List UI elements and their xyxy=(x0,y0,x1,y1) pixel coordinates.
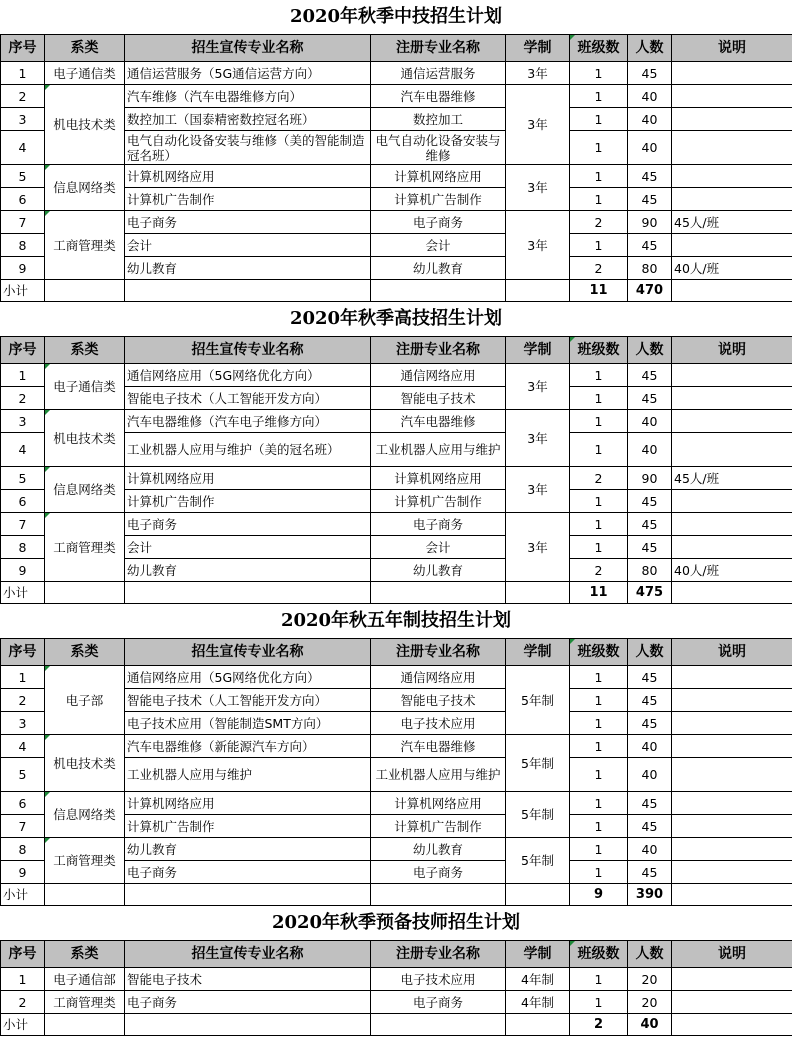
cell-dept: 工商管理类 xyxy=(45,513,125,582)
cell-promo-name: 通信运营服务（5G通信运营方向） xyxy=(125,62,371,85)
cell-people: 45 xyxy=(628,165,672,188)
cell-no: 3 xyxy=(1,712,45,735)
cell-note xyxy=(672,536,792,559)
cell-promo-name: 会计 xyxy=(125,536,371,559)
cell-promo-name: 计算机网络应用 xyxy=(125,467,371,490)
table-row xyxy=(1,165,792,188)
column-header: 序号 xyxy=(1,941,45,968)
empty-cell xyxy=(371,280,506,302)
plan-table xyxy=(0,940,792,1036)
cell-promo-name: 计算机广告制作 xyxy=(125,815,371,838)
cell-people: 45 xyxy=(628,490,672,513)
subtotal-label: 小计 xyxy=(1,582,45,604)
cell-classes: 1 xyxy=(570,433,628,467)
cell-note xyxy=(672,188,792,211)
cell-no: 7 xyxy=(1,211,45,234)
cell-note xyxy=(672,666,792,689)
cell-reg-name: 工业机器人应用与维护 xyxy=(371,433,506,467)
cell-promo-name: 电子商务 xyxy=(125,991,371,1014)
column-header: 系类 xyxy=(45,337,125,364)
cell-promo-name: 电子商务 xyxy=(125,513,371,536)
cell-duration: 3年 xyxy=(506,513,570,582)
cell-classes: 1 xyxy=(570,689,628,712)
cell-reg-name: 智能电子技术 xyxy=(371,387,506,410)
cell-no: 7 xyxy=(1,815,45,838)
section-title: 2020年秋季中技招生计划 xyxy=(289,6,503,27)
column-header: 招生宣传专业名称 xyxy=(125,639,371,666)
empty-cell xyxy=(45,1014,125,1036)
cell-promo-name: 电子技术应用（智能制造SMT方向） xyxy=(125,712,371,735)
subtotal-people: 470 xyxy=(628,280,672,302)
cell-people: 45 xyxy=(628,712,672,735)
empty-cell xyxy=(506,582,570,604)
cell-classes: 2 xyxy=(570,211,628,234)
cell-classes: 1 xyxy=(570,968,628,991)
cell-people: 40 xyxy=(628,131,672,165)
cell-people: 45 xyxy=(628,364,672,387)
cell-reg-name: 汽车电器维修 xyxy=(371,410,506,433)
cell-no: 9 xyxy=(1,257,45,280)
table-row xyxy=(1,666,792,689)
table-row xyxy=(1,792,792,815)
cell-duration: 3年 xyxy=(506,85,570,165)
cell-reg-name: 计算机广告制作 xyxy=(371,188,506,211)
cell-note xyxy=(672,792,792,815)
cell-note xyxy=(672,712,792,735)
cell-note xyxy=(672,108,792,131)
column-header: 人数 xyxy=(628,639,672,666)
cell-note xyxy=(672,490,792,513)
cell-no: 3 xyxy=(1,108,45,131)
table-row xyxy=(1,211,792,234)
cell-no: 1 xyxy=(1,968,45,991)
cell-classes: 2 xyxy=(570,257,628,280)
cell-classes: 1 xyxy=(570,513,628,536)
cell-promo-name: 计算机网络应用 xyxy=(125,165,371,188)
cell-no: 2 xyxy=(1,991,45,1014)
cell-people: 90 xyxy=(628,211,672,234)
column-header: 注册专业名称 xyxy=(371,35,506,62)
cell-no: 1 xyxy=(1,62,45,85)
column-header: 人数 xyxy=(628,941,672,968)
cell-dept: 工商管理类 xyxy=(45,211,125,280)
cell-reg-name: 幼儿教育 xyxy=(371,838,506,861)
empty-cell xyxy=(125,582,371,604)
cell-classes: 1 xyxy=(570,165,628,188)
empty-cell xyxy=(45,884,125,906)
cell-classes: 1 xyxy=(570,62,628,85)
plan-table xyxy=(0,336,792,604)
cell-promo-name: 电子商务 xyxy=(125,861,371,884)
subtotal-classes: 2 xyxy=(570,1014,628,1036)
cell-dept: 信息网络类 xyxy=(45,165,125,211)
cell-people: 80 xyxy=(628,257,672,280)
table-row xyxy=(1,62,792,85)
cell-note: 40人/班 xyxy=(672,559,792,582)
plan-table xyxy=(0,34,792,302)
cell-dept: 工商管理类 xyxy=(45,838,125,884)
subtotal-row xyxy=(1,280,792,302)
cell-note: 40人/班 xyxy=(672,257,792,280)
cell-dept: 电子通信类 xyxy=(45,364,125,410)
cell-reg-name: 计算机网络应用 xyxy=(371,792,506,815)
cell-no: 6 xyxy=(1,490,45,513)
cell-people: 80 xyxy=(628,559,672,582)
cell-classes: 1 xyxy=(570,712,628,735)
cell-note xyxy=(672,364,792,387)
cell-reg-name: 电气自动化设备安装与维修 xyxy=(371,131,506,165)
cell-no: 5 xyxy=(1,758,45,792)
cell-promo-name: 智能电子技术（人工智能开发方向） xyxy=(125,689,371,712)
cell-people: 40 xyxy=(628,433,672,467)
subtotal-label: 小计 xyxy=(1,280,45,302)
cell-people: 45 xyxy=(628,861,672,884)
cell-reg-name: 通信网络应用 xyxy=(371,666,506,689)
cell-classes: 1 xyxy=(570,861,628,884)
empty-cell xyxy=(672,582,792,604)
table-row xyxy=(1,410,792,433)
cell-classes: 1 xyxy=(570,838,628,861)
cell-reg-name: 幼儿教育 xyxy=(371,257,506,280)
subtotal-label: 小计 xyxy=(1,884,45,906)
cell-duration: 5年制 xyxy=(506,838,570,884)
cell-promo-name: 计算机广告制作 xyxy=(125,188,371,211)
column-header: 序号 xyxy=(1,337,45,364)
column-header: 班级数 xyxy=(570,941,628,968)
cell-classes: 2 xyxy=(570,467,628,490)
cell-note xyxy=(672,513,792,536)
cell-duration: 3年 xyxy=(506,211,570,280)
cell-promo-name: 计算机广告制作 xyxy=(125,490,371,513)
column-header: 系类 xyxy=(45,941,125,968)
cell-reg-name: 电子技术应用 xyxy=(371,968,506,991)
cell-classes: 1 xyxy=(570,234,628,257)
cell-no: 8 xyxy=(1,234,45,257)
cell-promo-name: 电气自动化设备安装与维修（美的智能制造冠名班） xyxy=(125,131,371,165)
cell-promo-name: 数控加工（国泰精密数控冠名班） xyxy=(125,108,371,131)
cell-classes: 1 xyxy=(570,387,628,410)
cell-note xyxy=(672,968,792,991)
cell-people: 45 xyxy=(628,387,672,410)
cell-reg-name: 计算机广告制作 xyxy=(371,490,506,513)
column-header: 说明 xyxy=(672,639,792,666)
cell-no: 1 xyxy=(1,666,45,689)
empty-cell xyxy=(506,884,570,906)
cell-people: 40 xyxy=(628,758,672,792)
cell-people: 45 xyxy=(628,62,672,85)
column-header: 系类 xyxy=(45,639,125,666)
cell-people: 45 xyxy=(628,536,672,559)
empty-cell xyxy=(506,1014,570,1036)
cell-dept: 信息网络类 xyxy=(45,792,125,838)
empty-cell xyxy=(371,1014,506,1036)
table-row xyxy=(1,364,792,387)
header-row xyxy=(1,639,792,666)
header-row xyxy=(1,941,792,968)
cell-classes: 1 xyxy=(570,410,628,433)
cell-reg-name: 幼儿教育 xyxy=(371,559,506,582)
cell-promo-name: 汽车电器维修（汽车电子维修方向） xyxy=(125,410,371,433)
table-row xyxy=(1,467,792,490)
cell-classes: 1 xyxy=(570,666,628,689)
cell-duration: 4年制 xyxy=(506,991,570,1014)
empty-cell xyxy=(371,582,506,604)
cell-no: 4 xyxy=(1,735,45,758)
empty-cell xyxy=(125,884,371,906)
cell-dept: 信息网络类 xyxy=(45,467,125,513)
cell-duration: 3年 xyxy=(506,467,570,513)
cell-note xyxy=(672,410,792,433)
column-header: 序号 xyxy=(1,639,45,666)
cell-duration: 5年制 xyxy=(506,666,570,735)
cell-promo-name: 幼儿教育 xyxy=(125,838,371,861)
cell-dept: 工商管理类 xyxy=(45,991,125,1014)
column-header: 班级数 xyxy=(570,337,628,364)
cell-duration: 3年 xyxy=(506,165,570,211)
cell-classes: 1 xyxy=(570,991,628,1014)
cell-note xyxy=(672,62,792,85)
cell-classes: 2 xyxy=(570,559,628,582)
cell-classes: 1 xyxy=(570,85,628,108)
cell-classes: 1 xyxy=(570,735,628,758)
empty-cell xyxy=(506,280,570,302)
empty-cell xyxy=(672,280,792,302)
empty-cell xyxy=(672,1014,792,1036)
cell-reg-name: 计算机广告制作 xyxy=(371,815,506,838)
cell-classes: 1 xyxy=(570,792,628,815)
empty-cell xyxy=(45,280,125,302)
cell-classes: 1 xyxy=(570,490,628,513)
table-row xyxy=(1,838,792,861)
cell-promo-name: 电子商务 xyxy=(125,211,371,234)
table-row xyxy=(1,513,792,536)
cell-no: 9 xyxy=(1,559,45,582)
cell-classes: 1 xyxy=(570,131,628,165)
section-title: 2020年秋五年制技招生计划 xyxy=(280,610,512,631)
column-header: 说明 xyxy=(672,337,792,364)
section-title: 2020年秋季高技招生计划 xyxy=(289,308,503,329)
column-header: 班级数 xyxy=(570,35,628,62)
cell-reg-name: 通信网络应用 xyxy=(371,364,506,387)
cell-no: 5 xyxy=(1,165,45,188)
cell-promo-name: 通信网络应用（5G网络优化方向） xyxy=(125,364,371,387)
subtotal-row xyxy=(1,1014,792,1036)
cell-no: 6 xyxy=(1,188,45,211)
cell-no: 2 xyxy=(1,387,45,410)
cell-no: 1 xyxy=(1,364,45,387)
cell-promo-name: 汽车电器维修（新能源汽车方向） xyxy=(125,735,371,758)
cell-promo-name: 汽车维修（汽车电器维修方向） xyxy=(125,85,371,108)
column-header: 学制 xyxy=(506,35,570,62)
cell-promo-name: 幼儿教育 xyxy=(125,559,371,582)
cell-note xyxy=(672,838,792,861)
cell-note xyxy=(672,387,792,410)
subtotal-classes: 9 xyxy=(570,884,628,906)
cell-reg-name: 电子商务 xyxy=(371,513,506,536)
cell-dept: 机电技术类 xyxy=(45,410,125,467)
cell-classes: 1 xyxy=(570,815,628,838)
column-header: 招生宣传专业名称 xyxy=(125,35,371,62)
cell-duration: 5年制 xyxy=(506,792,570,838)
cell-classes: 1 xyxy=(570,758,628,792)
cell-people: 45 xyxy=(628,689,672,712)
cell-note xyxy=(672,861,792,884)
cell-no: 3 xyxy=(1,410,45,433)
header-row xyxy=(1,337,792,364)
cell-reg-name: 电子商务 xyxy=(371,861,506,884)
cell-people: 20 xyxy=(628,991,672,1014)
cell-note xyxy=(672,735,792,758)
cell-note xyxy=(672,165,792,188)
cell-people: 40 xyxy=(628,410,672,433)
cell-no: 5 xyxy=(1,467,45,490)
cell-people: 90 xyxy=(628,467,672,490)
subtotal-people: 40 xyxy=(628,1014,672,1036)
cell-dept: 电子部 xyxy=(45,666,125,735)
column-header: 招生宣传专业名称 xyxy=(125,337,371,364)
cell-reg-name: 计算机网络应用 xyxy=(371,467,506,490)
cell-classes: 1 xyxy=(570,536,628,559)
cell-duration: 3年 xyxy=(506,410,570,467)
cell-dept: 机电技术类 xyxy=(45,735,125,792)
cell-no: 9 xyxy=(1,861,45,884)
column-header: 系类 xyxy=(45,35,125,62)
cell-no: 2 xyxy=(1,689,45,712)
cell-reg-name: 汽车电器维修 xyxy=(371,735,506,758)
empty-cell xyxy=(371,884,506,906)
cell-classes: 1 xyxy=(570,108,628,131)
cell-duration: 3年 xyxy=(506,364,570,410)
empty-cell xyxy=(125,1014,371,1036)
column-header: 人数 xyxy=(628,35,672,62)
cell-promo-name: 通信网络应用（5G网络优化方向） xyxy=(125,666,371,689)
column-header: 人数 xyxy=(628,337,672,364)
cell-note xyxy=(672,815,792,838)
cell-promo-name: 会计 xyxy=(125,234,371,257)
cell-reg-name: 通信运营服务 xyxy=(371,62,506,85)
cell-note: 45人/班 xyxy=(672,467,792,490)
cell-reg-name: 电子商务 xyxy=(371,991,506,1014)
plan-table xyxy=(0,638,792,906)
table-row xyxy=(1,968,792,991)
cell-people: 45 xyxy=(628,792,672,815)
cell-dept: 电子通信类 xyxy=(45,62,125,85)
cell-reg-name: 计算机网络应用 xyxy=(371,165,506,188)
cell-people: 45 xyxy=(628,234,672,257)
empty-cell xyxy=(125,280,371,302)
cell-no: 4 xyxy=(1,131,45,165)
column-header: 学制 xyxy=(506,337,570,364)
column-header: 学制 xyxy=(506,639,570,666)
cell-people: 45 xyxy=(628,188,672,211)
cell-reg-name: 会计 xyxy=(371,234,506,257)
empty-cell xyxy=(672,884,792,906)
cell-note xyxy=(672,991,792,1014)
cell-duration: 5年制 xyxy=(506,735,570,792)
column-header: 注册专业名称 xyxy=(371,337,506,364)
section-title: 2020年秋季预备技师招生计划 xyxy=(271,912,521,933)
cell-duration: 4年制 xyxy=(506,968,570,991)
cell-note xyxy=(672,131,792,165)
cell-promo-name: 工业机器人应用与维护（美的冠名班） xyxy=(125,433,371,467)
cell-note xyxy=(672,85,792,108)
subtotal-classes: 11 xyxy=(570,582,628,604)
subtotal-classes: 11 xyxy=(570,280,628,302)
cell-reg-name: 智能电子技术 xyxy=(371,689,506,712)
table-row xyxy=(1,85,792,108)
empty-cell xyxy=(45,582,125,604)
cell-reg-name: 电子技术应用 xyxy=(371,712,506,735)
column-header: 说明 xyxy=(672,35,792,62)
cell-people: 40 xyxy=(628,108,672,131)
cell-dept: 机电技术类 xyxy=(45,85,125,165)
column-header: 招生宣传专业名称 xyxy=(125,941,371,968)
cell-no: 2 xyxy=(1,85,45,108)
cell-no: 4 xyxy=(1,433,45,467)
cell-duration: 3年 xyxy=(506,62,570,85)
cell-classes: 1 xyxy=(570,188,628,211)
table-row xyxy=(1,991,792,1014)
cell-people: 40 xyxy=(628,838,672,861)
column-header: 班级数 xyxy=(570,639,628,666)
column-header: 序号 xyxy=(1,35,45,62)
cell-promo-name: 智能电子技术 xyxy=(125,968,371,991)
subtotal-label: 小计 xyxy=(1,1014,45,1036)
cell-promo-name: 幼儿教育 xyxy=(125,257,371,280)
cell-people: 40 xyxy=(628,735,672,758)
subtotal-people: 475 xyxy=(628,582,672,604)
header-row xyxy=(1,35,792,62)
cell-no: 8 xyxy=(1,838,45,861)
cell-people: 45 xyxy=(628,513,672,536)
cell-reg-name: 数控加工 xyxy=(371,108,506,131)
cell-dept: 电子通信部 xyxy=(45,968,125,991)
cell-note xyxy=(672,234,792,257)
cell-no: 8 xyxy=(1,536,45,559)
cell-reg-name: 汽车电器维修 xyxy=(371,85,506,108)
cell-people: 40 xyxy=(628,85,672,108)
cell-note xyxy=(672,758,792,792)
cell-people: 20 xyxy=(628,968,672,991)
cell-no: 6 xyxy=(1,792,45,815)
cell-promo-name: 工业机器人应用与维护 xyxy=(125,758,371,792)
column-header: 注册专业名称 xyxy=(371,639,506,666)
column-header: 注册专业名称 xyxy=(371,941,506,968)
cell-note: 45人/班 xyxy=(672,211,792,234)
cell-promo-name: 智能电子技术（人工智能开发方向） xyxy=(125,387,371,410)
subtotal-people: 390 xyxy=(628,884,672,906)
cell-reg-name: 工业机器人应用与维护 xyxy=(371,758,506,792)
cell-note xyxy=(672,433,792,467)
column-header: 学制 xyxy=(506,941,570,968)
cell-people: 45 xyxy=(628,666,672,689)
cell-reg-name: 电子商务 xyxy=(371,211,506,234)
subtotal-row xyxy=(1,884,792,906)
cell-people: 45 xyxy=(628,815,672,838)
cell-classes: 1 xyxy=(570,364,628,387)
cell-no: 7 xyxy=(1,513,45,536)
cell-reg-name: 会计 xyxy=(371,536,506,559)
cell-note xyxy=(672,689,792,712)
subtotal-row xyxy=(1,582,792,604)
cell-promo-name: 计算机网络应用 xyxy=(125,792,371,815)
table-row xyxy=(1,735,792,758)
column-header: 说明 xyxy=(672,941,792,968)
